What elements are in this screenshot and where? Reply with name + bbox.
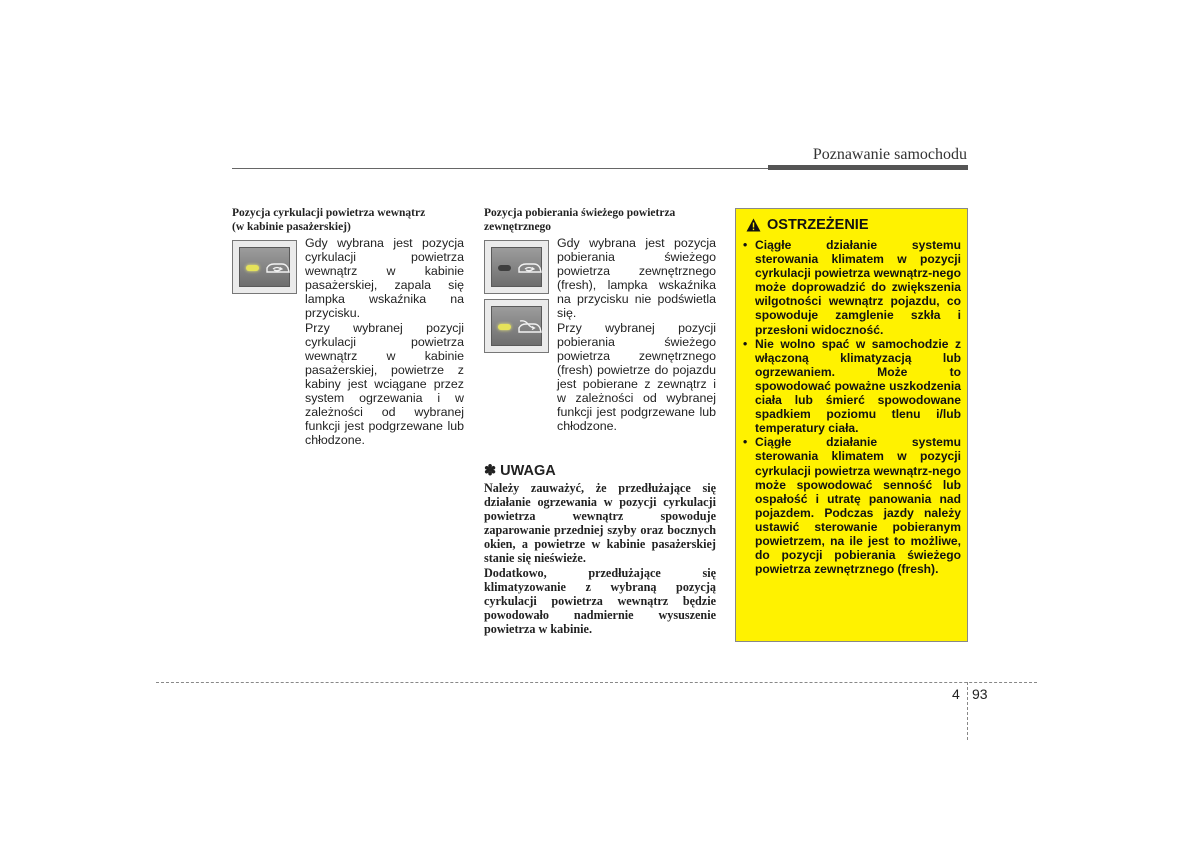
note-title: ✽ UWAGA: [484, 463, 556, 479]
paragraph: Przy wybranej pozycji cyrkulacji powietrza wewnątrz w kabinie pasażerskiej, powietrze z kabiny jest wciągane przez system ogrzewania i w zależności od wybranej funkcji jest podgrzewane lub chłodzone.: [305, 320, 464, 448]
page-number: 93: [972, 686, 988, 702]
warning-item: • Ciągłe działanie systemu sterowania klimatem w pozycji cyrkulacji powietrza wewnątrz-nego może doprowadzić do zwiększenia wilgotności wewnątrz pojazdu, co spowoduje zamglenie szkła i przesłoni widoczność.: [742, 238, 961, 337]
paragraph: Należy zauważyć, że przedłużające się działanie ogrzewania w pozycji cyrkulacji powietrza wewnątrz spowoduje zaparowanie przedniej szyby oraz bocznych okien, a powietrze w kabinie pasażerskiej stanie się nieświeże.: [484, 481, 716, 566]
warning-list: [742, 238, 961, 576]
section-title: Poznawanie samochodu: [812, 146, 967, 163]
warning-item: • Ciągłe działanie systemu sterowania klimatem w pozycji cyrkulacji powietrza wewnątrz-nego może spowodować senność lub ospałość i utratę panowania nad pojazdem. Podczas jazdy należy ustawić sterowanie pobieranym powietrzem, na ile jest to możliwe, do pozycji pobierania świeżego powietrza zewnętrznego (fresh).: [742, 435, 961, 576]
header-rule: [232, 168, 768, 169]
fresh-air-heading: [484, 206, 716, 234]
heading-line: Pozycja cyrkulacji powietrza wewnątrz: [232, 207, 426, 219]
recirculation-off-button-icon: [484, 240, 549, 294]
car-recirculation-icon: [264, 260, 292, 276]
warning-item: • Nie wolno spać w samochodzie z włączoną klimatyzacją lub ogrzewaniem. Może to spowodować poważne uszkodzenia ciała lub śmierć spowodowane spadkiem poziomu tlenu i/lub temperatury ciała.: [742, 337, 961, 436]
fresh-air-description: [557, 236, 716, 433]
warning-box: [735, 208, 968, 642]
heading-line: zewnętrznego: [484, 221, 552, 233]
recirculation-heading: [232, 206, 462, 234]
warning-triangle-icon: [746, 218, 761, 232]
paragraph: Gdy wybrana jest pozycja cyrkulacji powietrza wewnątrz w kabinie pasażerskiej, zapala się lampka wskaźnika na przycisku.: [305, 236, 464, 321]
paragraph: Dodatkowo, przedłużające się klimatyzowanie z wybraną pozycją cyrkulacji powietrza wewnątrz będzie powodowało nadmiernie wysuszenie powietrza w kabinie.: [484, 565, 716, 636]
paragraph: Przy wybranej pozycji pobierania świeżego powietrza zewnętrznego (fresh) powietrze do pojazdu jest pobierane z zewnątrz i w zależności od wybranej funkcji jest podgrzewane lub chłodzone.: [557, 320, 716, 434]
warning-header: [746, 217, 869, 233]
warning-title: OSTRZEŻENIE: [767, 217, 869, 233]
fresh-air-button-icon: [484, 299, 549, 353]
recirculation-button-icon: [232, 240, 297, 294]
heading-line: Pozycja pobierania świeżego powietrza: [484, 207, 676, 219]
indicator-led-on: [246, 265, 259, 271]
footer-divider: [967, 682, 968, 740]
indicator-led-on: [498, 324, 511, 330]
note-text: [484, 481, 716, 636]
heading-line: (w kabinie pasażerskiej): [232, 221, 351, 233]
car-fresh-air-icon: [516, 318, 544, 336]
indicator-led-off: [498, 265, 511, 271]
paragraph: Gdy wybrana jest pozycja pobierania świeżego powietrza zewnętrznego (fresh), lampka wskaźnika na przycisku nie podświetla się.: [557, 236, 716, 321]
car-recirculation-icon: [516, 260, 544, 276]
header-rule-thick: [768, 165, 968, 170]
section-number: 4: [952, 686, 960, 702]
recirculation-description: [305, 236, 464, 447]
footer-rule: [156, 682, 1037, 683]
